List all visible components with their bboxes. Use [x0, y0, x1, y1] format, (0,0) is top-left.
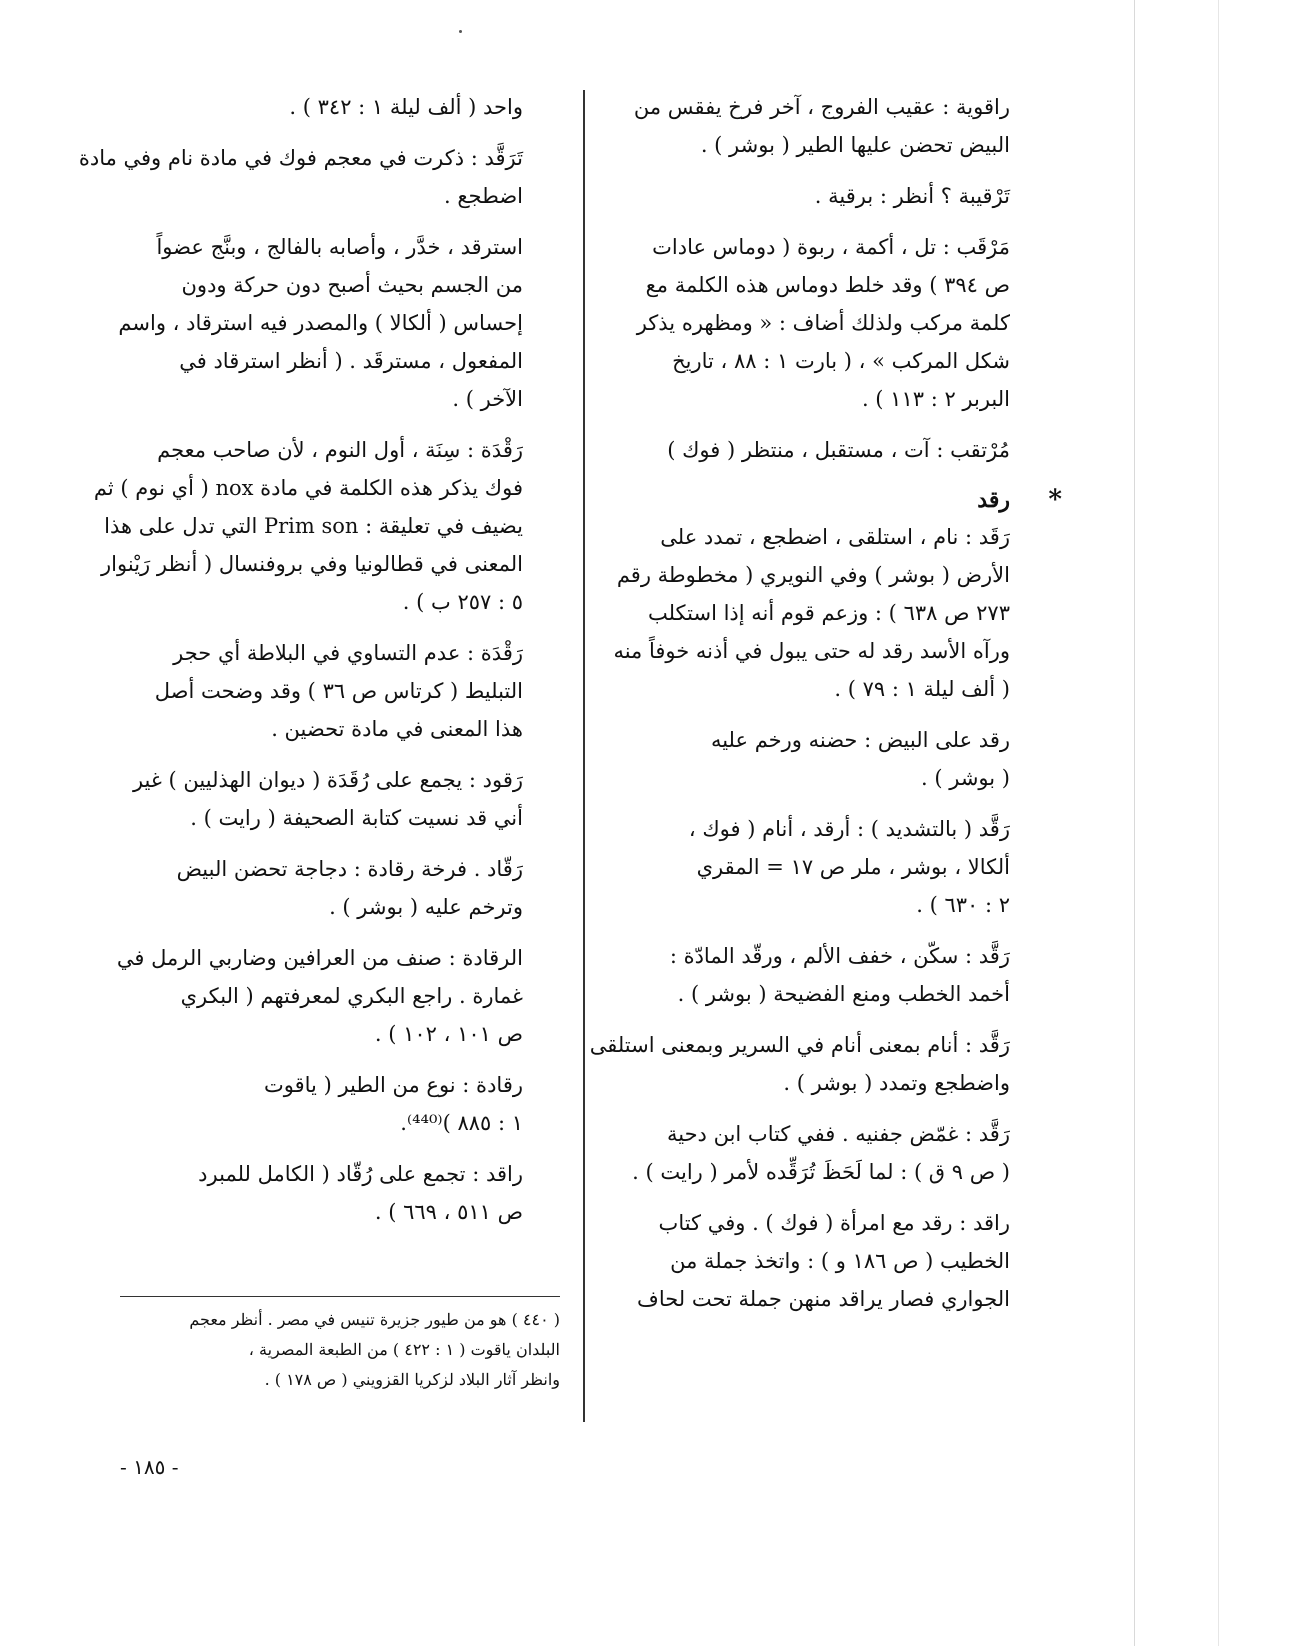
- entry-line: ص ٥١١ ، ٦٦٩ ) .: [374, 1200, 523, 1224]
- dictionary-entry: [118, 939, 523, 1053]
- section-heading: [605, 482, 1062, 518]
- entry-line: هذا المعنى في مادة تحضين .: [271, 717, 523, 741]
- dictionary-entry: [118, 1155, 523, 1231]
- dictionary-entry: [78, 139, 523, 215]
- entry-line: راقوية : عقيب الفروج ، آخر فرخ يفقس من: [633, 95, 1010, 119]
- entry-line: غمارة . راجع البكري لمعرفتهم ( البكري: [180, 984, 523, 1008]
- entry-line: رَقَّد : سكّن ، خفف الألم ، ورقّد المادّة :: [669, 944, 1010, 968]
- entry-line: راقد : تجمع على رُقّاد ( الكامل للمبرد: [198, 1162, 523, 1186]
- dictionary-entry: [605, 88, 1010, 164]
- entry-line: ٢٧٣ ص ٦٣٨ ) : وزعم قوم أنه إذا استكلب: [647, 601, 1010, 625]
- entry-line: الآخر ) .: [452, 387, 523, 411]
- entry-line: ( ألف ليلة ١ : ٧٩ ) .: [834, 677, 1010, 701]
- entry-line: مَرْقَب : تل ، أكمة ، ربوة ( دوماس عادات: [652, 235, 1010, 259]
- entry-line: من الجسم بحيث أصبح دون حركة ودون: [181, 273, 523, 297]
- dictionary-entry: [118, 88, 523, 126]
- dictionary-entry: [118, 634, 523, 748]
- entry-line: ٢ : ٦٣٠ ) .: [916, 893, 1010, 917]
- right-column: [589, 88, 1062, 1331]
- scan-edge-line: [1218, 0, 1219, 1646]
- entry-line: المفعول ، مسترقَد . ( أنظر استرقاد في: [179, 349, 523, 373]
- dictionary-entry: [605, 518, 1010, 708]
- entry-line: ٥ : ٢٥٧ ب ) .: [402, 590, 523, 614]
- right-entries-before-heading: [605, 88, 1010, 469]
- entry-line: ألكالا ، بوشر ، ملر ص ١٧ = المقري: [696, 855, 1010, 879]
- entry-line: ( بوشر ) .: [921, 766, 1010, 790]
- entry-line: رَقَّد : أنام بمعنى أنام في السرير وبمعنى استلقى: [589, 1033, 1010, 1057]
- entry-line: رَقود : يجمع على رُقَدَة ( ديوان الهذليين ) غير: [132, 768, 523, 792]
- entry-line: يضيف في تعليقة : Prim son التي تدل على هذا: [104, 514, 523, 538]
- footnote: [120, 1305, 560, 1395]
- entry-line: ( ص ٩ ق ) : لما لَحَظَ تُرَقِّده لأمر ( رايت ) .: [632, 1160, 1010, 1184]
- entry-line: رَقْدَة : سِنَة ، أول النوم ، لأن صاحب معجم: [157, 438, 523, 462]
- entry-line: أني قد نسيت كتابة الصحيفة ( رايت ) .: [190, 806, 523, 830]
- dictionary-entry: [605, 937, 1010, 1013]
- entry-line: واحد ( ألف ليلة ١ : ٣٤٢ ) .: [289, 95, 523, 119]
- entry-line: المعنى في قطالونيا وفي بروفنسال ( أنظر رَيْنوار: [101, 552, 523, 576]
- entry-line: رَقَّد ( بالتشديد ) : أرقد ، أنام ( فوك ،: [688, 817, 1010, 841]
- entry-line: التبليط ( كرتاس ص ٣٦ ) وقد وضحت أصل: [154, 679, 523, 703]
- footnote-line: البلدان ياقوت ( ١ : ٤٢٢ ) من الطبعة المصرية ،: [248, 1340, 560, 1359]
- footnote-rule: [120, 1296, 560, 1297]
- dictionary-entry: [118, 761, 523, 837]
- footnote-line: ( ٤٤٠ ) هو من طيور جزيرة تنيس في مصر . أنظر معجم: [189, 1310, 560, 1329]
- entry-line: رَقّاد . فرخة رقادة : دجاجة تحضن البيض: [176, 857, 523, 881]
- entry-line: ص ٣٩٤ ) وقد خلط دوماس هذه الكلمة مع: [645, 273, 1010, 297]
- right-entries-after-heading: [589, 518, 1010, 1318]
- dictionary-entry: [605, 431, 1010, 469]
- entry-line: ص ١٠١ ، ١٠٢ ) .: [374, 1022, 523, 1046]
- left-entries: [78, 88, 523, 1231]
- entry-line: رَقَّد : غمّض جفنيه . ففي كتاب ابن دحية: [666, 1122, 1010, 1146]
- dictionary-entry: [605, 1204, 1010, 1318]
- entry-line: البيض تحضن عليها الطير ( بوشر ) .: [700, 133, 1010, 157]
- entry-line: ورآه الأسد رقد له حتى يبول في أذنه خوفاً منه: [613, 639, 1010, 663]
- dictionary-entry: [605, 177, 1010, 215]
- scan-speck: [459, 30, 462, 33]
- entry-line: راقد : رقد مع امرأة ( فوك ) . وفي كتاب: [658, 1211, 1010, 1235]
- entry-line: فوك يذكر هذه الكلمة في مادة nox ( أي نوم ) ثم: [93, 476, 523, 500]
- entry-line: شكل المركب » ، ( بارت ١ : ٨٨ ، تاريخ: [672, 349, 1010, 373]
- entry-line: الخطيب ( ص ١٨٦ و ) : واتخذ جملة من: [670, 1249, 1010, 1273]
- entry-line: مُرْتقب : آت ، مستقبل ، منتظر ( فوك ): [667, 438, 1010, 462]
- dictionary-entry: [589, 1026, 1010, 1102]
- column-divider: [583, 90, 585, 1422]
- entry-line: استرقد ، خدَّر ، وأصابه بالفالج ، وبنَّج عضواً: [156, 235, 523, 259]
- heading-text: رقد: [977, 487, 1010, 513]
- dictionary-entry: [605, 810, 1010, 924]
- entry-line: الأرض ( بوشر ) وفي النويري ( مخطوطة رقم: [616, 563, 1010, 587]
- entry-line: تَرْقيبة ؟ أنظر : برقية .: [814, 184, 1010, 208]
- scan-edge-line: [1134, 0, 1135, 1646]
- dictionary-entry: [605, 1115, 1010, 1191]
- entry-line: إحساس ( ألكالا ) والمصدر فيه استرقاد ، واسم: [118, 311, 523, 335]
- footnote-line: وانظر آثار البلاد لزكريا القزويني ( ص ١٧٨ ) .: [264, 1370, 560, 1389]
- entry-line: الجواري فصار يراقد منهن جملة تحت لحاف: [637, 1287, 1010, 1311]
- left-column: [78, 88, 523, 1244]
- dictionary-entry: [118, 850, 523, 926]
- entry-line: رَقَد : نام ، استلقى ، اضطجع ، تمدد على: [660, 525, 1010, 549]
- entry-line: كلمة مركب ولذلك أضاف : « ومظهره يذكر: [636, 311, 1010, 335]
- entry-line: أخمد الخطب ومنع الفضيحة ( بوشر ) .: [677, 982, 1010, 1006]
- page-number: - ١٨٥ -: [120, 1455, 179, 1479]
- entry-line: وترخم عليه ( بوشر ) .: [329, 895, 523, 919]
- entry-line: الرقادة : صنف من العرافين وضاربي الرمل في: [116, 946, 523, 970]
- heading-asterisk: *: [1048, 485, 1062, 515]
- dictionary-entry: [118, 1066, 523, 1142]
- entry-line: رَقْدَة : عدم التساوي في البلاطة أي حجر: [173, 641, 523, 665]
- dictionary-entry: [93, 431, 523, 621]
- entry-line: ١ : ٨٨٥ )⁽⁴⁴⁰⁾.: [400, 1111, 523, 1135]
- dictionary-entry: [118, 228, 523, 418]
- entry-line: رقد على البيض : حضنه ورخم عليه: [710, 728, 1010, 752]
- entry-line: واضطجع وتمدد ( بوشر ) .: [783, 1071, 1010, 1095]
- dictionary-entry: [605, 721, 1010, 797]
- entry-line: اضطجع .: [444, 184, 523, 208]
- entry-line: تَرَقَّد : ذكرت في معجم فوك في مادة نام وفي مادة: [78, 146, 523, 170]
- dictionary-entry: [605, 228, 1010, 418]
- entry-line: البربر ٢ : ١١٣ ) .: [861, 387, 1010, 411]
- entry-line: رقادة : نوع من الطير ( ياقوت: [264, 1073, 523, 1097]
